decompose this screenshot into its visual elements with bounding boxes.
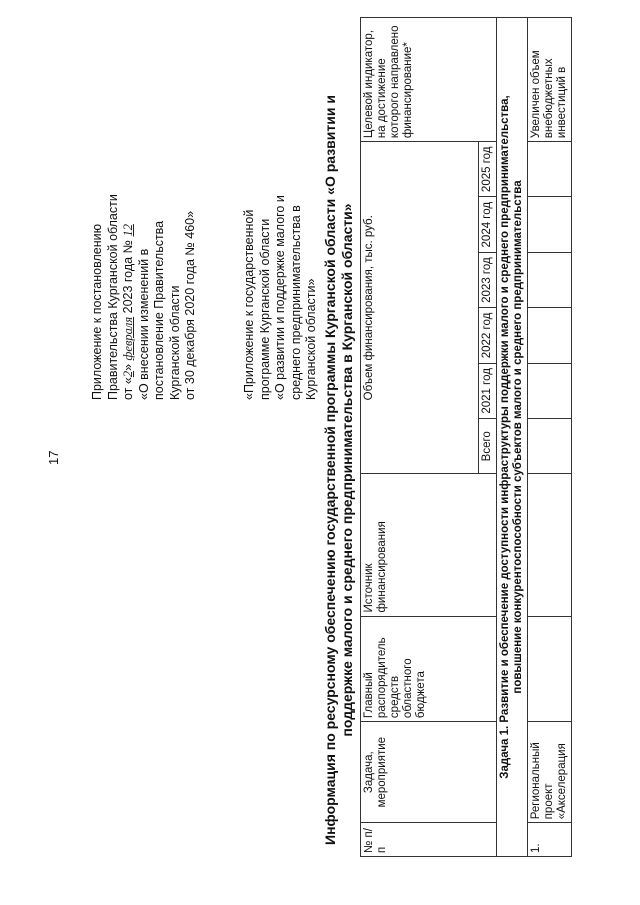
appendix-line: программе Курганской области	[257, 218, 272, 400]
appendix-line: среднего предпринимательства в	[288, 205, 303, 400]
date-quote: »	[121, 363, 135, 371]
row-source	[528, 474, 572, 616]
header-source: Источник финансирования	[361, 474, 497, 616]
handwritten-month: февраля	[121, 316, 135, 361]
header-row	[361, 18, 479, 857]
document-title	[322, 75, 356, 865]
row-task: Региональный проект «Акселерация	[528, 722, 572, 823]
handwritten-day: 2	[121, 370, 135, 378]
title-line: поддержке малого и среднего предпринимательства в Курганской области»	[339, 203, 355, 737]
year-cell: 2021 год	[479, 363, 497, 418]
page-number: 17	[46, 450, 61, 465]
task-line: повышение конкурентоспособности субъектов малого и среднего предпринимательства	[512, 180, 524, 694]
funding-table	[360, 17, 572, 857]
header-task: Задача, мероприятие	[361, 722, 497, 823]
appendix-line: от 30 декабря 2020 года № 460»	[183, 210, 197, 400]
row-value	[528, 419, 572, 474]
header-num: № п/п	[361, 823, 497, 857]
task-1-cell	[497, 18, 528, 857]
row-target: Увеличен объем внебюджетных инвестиций в	[528, 18, 572, 142]
header-funding: Объем финансирования, тыс. руб.	[361, 142, 479, 474]
appendix-date-line	[121, 70, 137, 400]
year-cell: 2023 год	[479, 252, 497, 307]
row-value	[528, 197, 572, 252]
task-line: Задача 1. Развитие и обеспечение доступности инфраструктуры поддержки малого и среднего предпринимательства,	[499, 95, 511, 779]
header-target: Целевой индикатор, на достижение которого направлено финансирование*	[361, 18, 497, 142]
year-cell: 2024 год	[479, 197, 497, 252]
appendix-line: Приложение к постановлению	[90, 224, 104, 400]
appendix-line: «О внесении изменений в	[136, 248, 151, 400]
date-prefix: от «	[121, 377, 135, 400]
date-year: 2023 года №	[121, 240, 135, 317]
year-cell: 2025 год	[479, 142, 497, 197]
appendix-line: «О развитии и поддержке малого и	[273, 195, 287, 400]
row-value	[528, 308, 572, 363]
row-value	[528, 363, 572, 418]
appendix-header	[90, 70, 199, 400]
title-line: Информация по ресурсному обеспечению государственной программы Курганской области «О развитии и	[322, 95, 338, 845]
appendix-line: Курганской области	[167, 285, 182, 400]
year-cell: 2022 год	[479, 308, 497, 363]
handwritten-number: 12	[121, 224, 135, 237]
row-value	[528, 252, 572, 307]
row-manager	[528, 616, 572, 722]
year-cell: Всего	[479, 419, 497, 474]
appendix-line: Курганской области»	[304, 278, 318, 400]
appendix-line: Правительства Курганской области	[105, 194, 120, 400]
appendix-program	[242, 70, 320, 400]
appendix-line: «Приложение к государственной	[242, 209, 256, 400]
row-value	[528, 142, 572, 197]
row-num: 1.	[528, 823, 572, 857]
appendix-line: постановление Правительства	[152, 220, 166, 400]
task-row	[497, 18, 528, 857]
header-manager: Главный распорядитель средств областного бюджета	[361, 616, 497, 722]
table-row	[528, 18, 572, 857]
